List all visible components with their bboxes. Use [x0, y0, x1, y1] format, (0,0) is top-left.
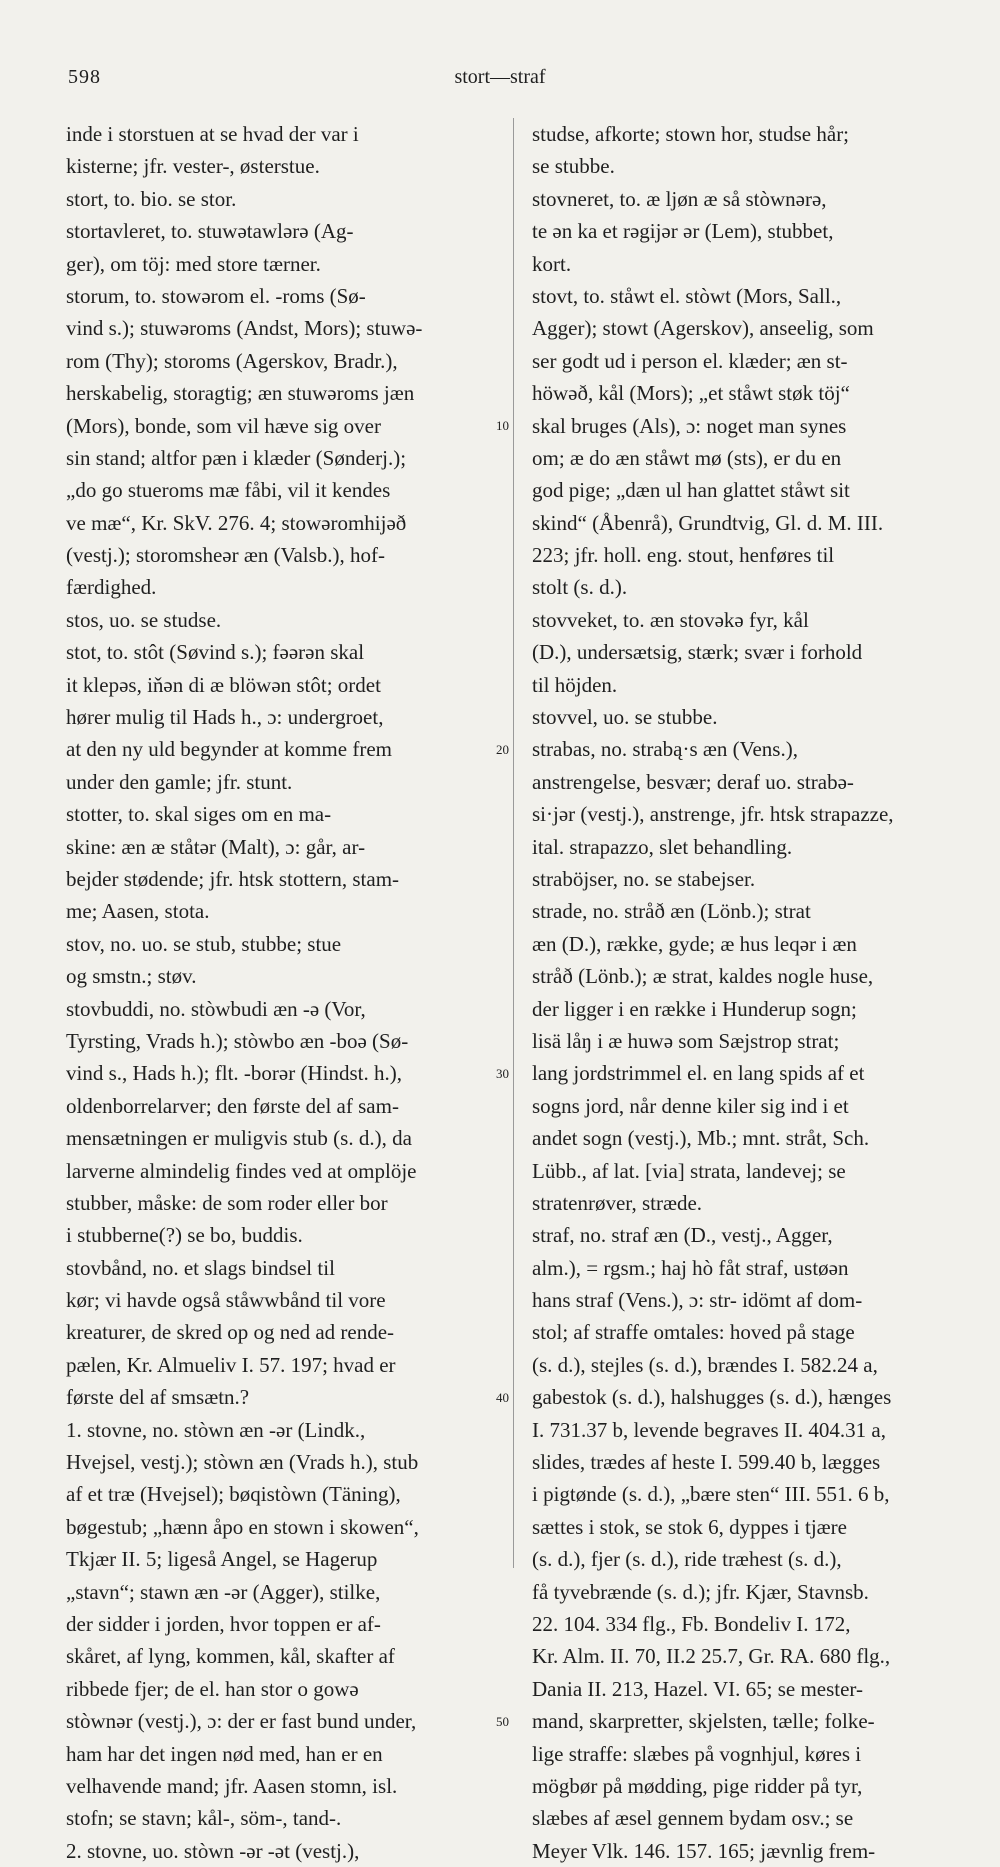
text-line: stotter, to. skal siges om en ma- — [66, 802, 332, 827]
text-line: stol; af straffe omtales: hoved på stage — [532, 1320, 855, 1345]
text-line: kreaturer, de skred op og ned ad rende- — [66, 1320, 395, 1345]
text-line: rom (Thy); storoms (Agerskov, Bradr.), — [66, 348, 398, 373]
text-line: stovvel, uo. se stubbe. — [532, 705, 718, 730]
text-line: sættes i stok, se stok 6, dyppes i tjære — [532, 1514, 847, 1539]
text-line: mand, skarpretter, skjelsten, tælle; folke- — [532, 1709, 875, 1734]
text-line: slæbes af æsel gennem bydam osv.; se — [532, 1806, 854, 1831]
right-column — [532, 118, 972, 1867]
text-line: vind s.); stuwəroms (Andst, Mors); stuwə- — [66, 316, 423, 341]
text-line: I. 731.37 b, levende begraves II. 404.31 a, — [532, 1417, 886, 1442]
text-line: god pige; „dæn ul han glattet ståwt sit — [532, 478, 850, 503]
text-line: Kr. Alm. II. 70, II.2 25.7, Gr. RA. 680 flg., — [532, 1644, 891, 1669]
text-line: „stavn“; stawn æn -ər (Agger), stilke, — [66, 1579, 381, 1604]
text-line: (D.), undersætsig, stærk; svær i forhold — [532, 640, 863, 665]
text-line: larverne almindelig findes ved at omplöje — [66, 1158, 417, 1183]
text-line: ser godt ud i person el. klæder; æn st- — [532, 348, 848, 373]
text-line: skind“ (Åbenrå), Grundtvig, Gl. d. M. III. — [532, 510, 884, 535]
text-line: pælen, Kr. Almueliv I. 57. 197; hvad er — [66, 1352, 396, 1377]
text-line: stovbuddi, no. stòwbudi æn -ə (Vor, — [66, 996, 366, 1021]
text-line: ger), om töj: med store tærner. — [66, 251, 321, 276]
line-number: 40 — [496, 1389, 509, 1405]
text-line: se stubbe. — [532, 154, 615, 179]
text-line: ham har det ingen nød med, han er en — [66, 1741, 383, 1766]
text-line: stovt, to. ståwt el. stòwt (Mors, Sall., — [532, 283, 842, 308]
text-line: få tyvebrænde (s. d.); jfr. Kjær, Stavnsb. — [532, 1579, 869, 1604]
text-line: si·jər (vestj.), anstrenge, jfr. htsk strapazze, — [532, 802, 894, 827]
text-line: stot, to. stôt (Søvind s.); fəərən skal — [66, 640, 365, 665]
text-line: færdighed. — [66, 575, 157, 600]
text-line: hans straf (Vens.), ɔ: str- idömt af dom- — [532, 1288, 863, 1313]
text-line: höwəð, kål (Mors); „et ståwt støk töj“ — [532, 381, 850, 406]
text-line: slides, trædes af heste I. 599.40 b, lægges — [532, 1450, 881, 1475]
text-line: 22. 104. 334 flg., Fb. Bondeliv I. 172, — [532, 1611, 851, 1636]
text-line: lisä låŋ i æ huwə som Sæjstrop strat; — [532, 1028, 840, 1053]
text-line: stortavleret, to. stuwətawlərə (Ag- — [66, 219, 354, 244]
text-line: ribbede fjer; de el. han stor o gowə — [66, 1676, 359, 1701]
text-line: vind s., Hads h.); flt. -borər (Hindst. h.), — [66, 1061, 402, 1086]
text-line: ital. strapazzo, slet behandling. — [532, 834, 793, 859]
text-line: bejder stødende; jfr. htsk stottern, stam- — [66, 866, 400, 891]
text-line: (s. d.), stejles (s. d.), brændes I. 582.24 a, — [532, 1352, 878, 1377]
text-line: Dania II. 213, Hazel. VI. 65; se mester- — [532, 1676, 863, 1701]
text-line: mensætningen er muligvis stub (s. d.), da — [66, 1126, 412, 1151]
text-line: i stubberne(?) se bo, buddis. — [66, 1223, 303, 1248]
text-line: stolt (s. d.). — [532, 575, 628, 600]
text-line: „do go stueroms mæ fåbi, vil it kendes — [66, 478, 391, 503]
text-line: sin stand; altfor pæn i klæder (Sønderj.); — [66, 445, 407, 470]
text-line: (Mors), bonde, som vil hæve sig over — [66, 413, 381, 438]
text-line: kør; vi havde også ståwwbånd til vore — [66, 1288, 386, 1313]
text-line: kisterne; jfr. vester-, østerstue. — [66, 154, 320, 179]
text-line: Lübb., af lat. [via] strata, landevej; se — [532, 1158, 846, 1183]
text-line: Tkjær II. 5; ligeså Angel, se Hagerup — [66, 1547, 378, 1572]
text-line: oldenborrelarver; den første del af sam- — [66, 1093, 399, 1118]
text-line: stubber, måske: de som roder eller bor — [66, 1190, 388, 1215]
text-line: me; Aasen, stota. — [66, 899, 210, 924]
text-line: 1. stovne, no. stòwn æn -ər (Lindk., — [66, 1417, 366, 1442]
text-line: kort. — [532, 251, 572, 276]
text-line: stòwnər (vestj.), ɔ: der er fast bund under, — [66, 1709, 417, 1734]
text-line: stov, no. uo. se stub, stubbe; stue — [66, 931, 342, 956]
text-line: i pigtønde (s. d.), „bære sten“ III. 551. 6 b, — [532, 1482, 890, 1507]
text-line: skal bruges (Als), ɔ: noget man synes — [532, 413, 847, 438]
text-line: it klepəs, iňən di æ blöwən stôt; ordet — [66, 672, 381, 697]
text-line: sogns jord, når denne kiler sig ind i et — [532, 1093, 849, 1118]
text-line: alm.), = rgsm.; haj hò fåt straf, ustøən — [532, 1255, 849, 1280]
text-line: strabas, no. strabą·s æn (Vens.), — [532, 737, 798, 762]
text-line: af et træ (Hvejsel); bøqistòwn (Täning), — [66, 1482, 401, 1507]
text-line: stråð (Lönb.); æ strat, kaldes nogle huse, — [532, 964, 874, 989]
text-line: Tyrsting, Vrads h.); stòwbo æn -boə (Sø- — [66, 1028, 409, 1053]
text-line: (s. d.), fjer (s. d.), ride træhest (s. d.), — [532, 1547, 842, 1572]
text-line: skåret, af lyng, kommen, kål, skafter af — [66, 1644, 395, 1669]
text-line: lige straffe: slæbes på vognhjul, køres i — [532, 1741, 862, 1766]
text-line: strade, no. stråð æn (Lönb.); strat — [532, 899, 811, 924]
text-line: bøgestub; „hænn åpo en stown i skowen“, — [66, 1514, 419, 1539]
text-line: æn (D.), række, gyde; æ hus leqər i æn — [532, 931, 857, 956]
text-line: Hvejsel, vestj.); stòwn æn (Vrads h.), stub — [66, 1450, 419, 1475]
line-number: 10 — [496, 417, 509, 433]
text-line: stos, uo. se studse. — [66, 607, 222, 632]
text-line: 223; jfr. holl. eng. stout, henføres til — [532, 543, 835, 568]
line-number: 30 — [496, 1065, 509, 1081]
text-line: skine: æn æ ståtər (Malt), ɔ: går, ar- — [66, 834, 366, 859]
text-line: storum, to. stowərom el. -roms (Sø- — [66, 283, 366, 308]
text-line: stovbånd, no. et slags bindsel til — [66, 1255, 335, 1280]
text-line: herskabelig, storagtig; æn stuwəroms jæn — [66, 381, 415, 406]
text-line: gabestok (s. d.), halshugges (s. d.), hænges — [532, 1385, 892, 1410]
text-line: til höjden. — [532, 672, 618, 697]
left-column — [66, 118, 506, 1867]
text-line: hører mulig til Hads h., ɔ: undergroet, — [66, 705, 384, 730]
text-line: straböjser, no. se stabejser. — [532, 866, 756, 891]
text-line: velhavende mand; jfr. Aasen stomn, isl. — [66, 1773, 398, 1798]
text-line: der sidder i jorden, hvor toppen er af- — [66, 1611, 381, 1636]
text-line: Agger); stowt (Agerskov), anseelig, som — [532, 316, 874, 341]
text-line: stort, to. bio. se stor. — [66, 186, 237, 211]
text-line: Meyer Vlk. 146. 157. 165; jævnlig frem- — [532, 1838, 876, 1863]
text-line: første del af smsætn.? — [66, 1385, 250, 1410]
text-line: lang jordstrimmel el. en lang spids af et — [532, 1061, 865, 1086]
text-line: inde i storstuen at se hvad der var i — [66, 122, 359, 146]
text-line: straf, no. straf æn (D., vestj., Agger, — [532, 1223, 833, 1248]
page-number: 598 — [68, 66, 101, 88]
line-number: 50 — [496, 1713, 509, 1729]
text-line: andet sogn (vestj.), Mb.; mnt. stråt, Sch. — [532, 1126, 870, 1151]
text-line: ve mæ“, Kr. SkV. 276. 4; stowəromhijəð — [66, 510, 407, 535]
text-line: at den ny uld begynder at komme frem — [66, 737, 392, 762]
text-line: te ən ka et rəgijər ər (Lem), stubbet, — [532, 219, 834, 244]
text-line: om; æ do æn ståwt mø (sts), er du en — [532, 445, 842, 470]
column-rule — [513, 118, 514, 1568]
text-line: mögbør på mødding, pige ridder på tyr, — [532, 1773, 863, 1798]
line-number: 20 — [496, 741, 509, 757]
text-line: stovveket, to. æn stovəkə fyr, kål — [532, 607, 809, 632]
running-head: stort—straf — [454, 66, 546, 88]
text-line: 2. stovne, uo. stòwn -ər -ət (vestj.), — [66, 1838, 360, 1863]
text-line: anstrengelse, besvær; deraf uo. strabə- — [532, 769, 854, 794]
text-line: stratenrøver, stræde. — [532, 1190, 703, 1215]
text-line: under den gamle; jfr. stunt. — [66, 769, 293, 794]
text-line: stovneret, to. æ ljøn æ så stòwnərə, — [532, 186, 827, 211]
text-line: stofn; se stavn; kål-, söm-, tand-. — [66, 1806, 342, 1831]
text-line: (vestj.); storomsheər æn (Valsb.), hof- — [66, 543, 386, 568]
text-line: der ligger i en række i Hunderup sogn; — [532, 996, 857, 1021]
text-line: studse, afkorte; stown hor, studse hår; — [532, 122, 850, 146]
text-line: og smstn.; støv. — [66, 964, 197, 989]
